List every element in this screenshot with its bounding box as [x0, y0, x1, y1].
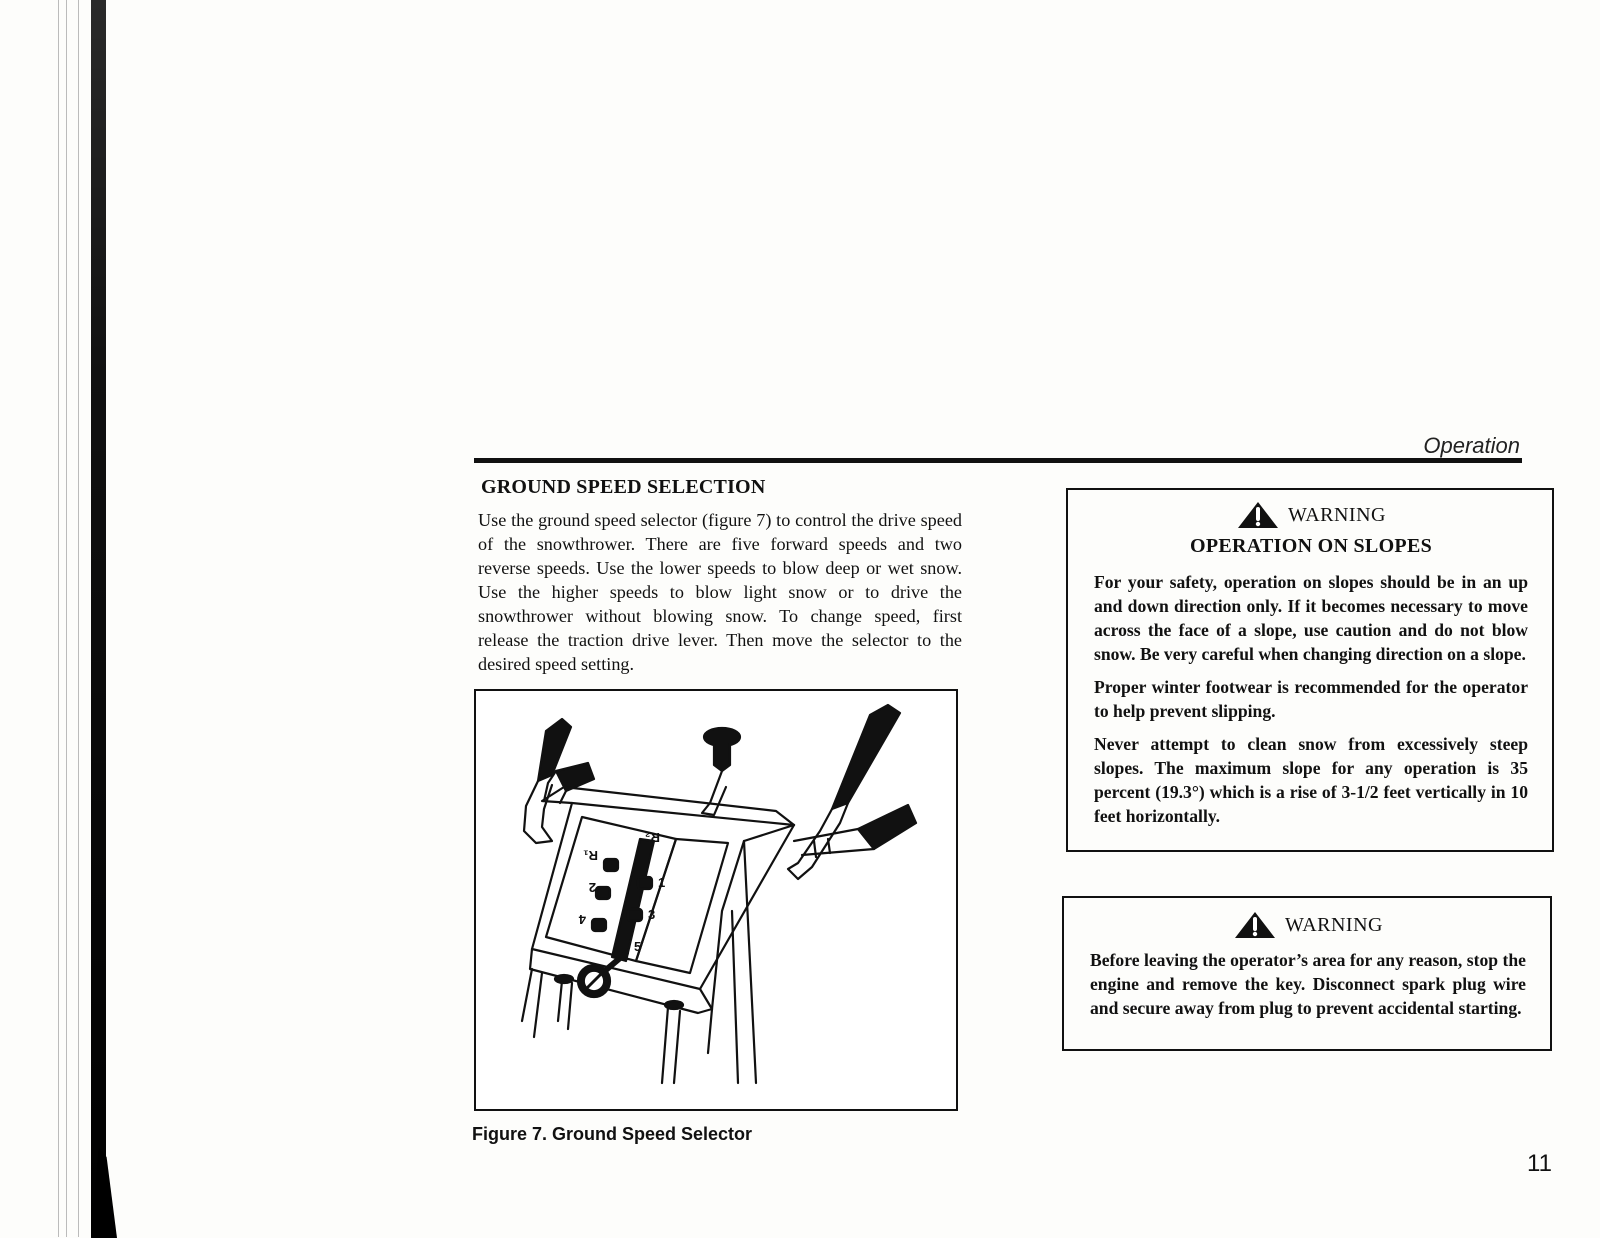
warning-subtitle: OPERATION ON SLOPES [1189, 535, 1433, 557]
warning-header [1094, 500, 1528, 530]
label-5: 5 [634, 939, 642, 954]
label-3: 3 [648, 907, 656, 922]
section-header: Operation [1423, 433, 1520, 458]
warning-box-slopes [1066, 488, 1554, 852]
warning-header [1090, 910, 1526, 940]
console-side [530, 825, 794, 1013]
label-r2: R₂ [644, 830, 660, 845]
label-2: 2 [588, 880, 596, 895]
warning-paragraph: For your safety, operation on slopes should be in an up and down direction only. If it becomes necessary to move across the face of a slope, use caution and do not blow snow. Be very careful when changing direction on a slope. [1094, 572, 1528, 664]
warning-paragraph: Proper winter footwear is recommended for the operator to help prevent slipping. [1094, 677, 1528, 721]
console-face [532, 803, 794, 989]
binding-line [66, 0, 67, 1237]
warning-title: WARNING [1288, 504, 1386, 526]
section-heading: GROUND SPEED SELECTION [481, 476, 766, 498]
left-leg [522, 969, 542, 1037]
speed-selector-drawing [476, 691, 956, 1109]
warning-paragraph: Never attempt to clean snow from excessively steep slopes. The maximum slope for any operation is 35 percent (19.3°) which is a rise of 3-1/2 feet vertically in 10 feet horizontally. [1094, 734, 1528, 826]
right-lever-grip [858, 805, 916, 849]
center-leg [662, 1007, 680, 1083]
figure-caption: Figure 7. Ground Speed Selector [472, 1124, 753, 1144]
shift-gate [612, 839, 654, 961]
warning-triangle-icon [1236, 500, 1280, 530]
left-handle-bar [524, 781, 552, 843]
warning-paragraph: Before leaving the operator’s area for any reason, stop the engine and remove the key. Disconnect spark plug wire and secure away from plug to prevent accidental starting. [1090, 950, 1526, 1018]
binding-bar [91, 0, 106, 1237]
label-r1: R₁ [583, 848, 598, 863]
label-4: 4 [578, 912, 586, 927]
warning-triangle-icon [1233, 910, 1277, 940]
figure-7-illustration [474, 689, 958, 1111]
console-top [542, 787, 794, 825]
binding-line [78, 0, 79, 1237]
label-1: 1 [658, 875, 666, 890]
body-paragraph: Use the ground speed selector (figure 7) to control the drive speed of the snowthrower. There are five forward speeds and two reverse speeds. Use the lower speeds to blow deep or wet snow. Use the higher speeds to blow light snow or to drive the snowthrower without blowing snow. To change speed, first release the traction drive lever. Then move the selector to the desired speed setting. [478, 510, 962, 674]
header-rule [474, 458, 1522, 463]
warning-box-leaving [1062, 896, 1552, 1051]
right-handle-grip [832, 705, 900, 809]
binding-line [58, 0, 59, 1237]
page-number: 11 [1527, 1150, 1552, 1177]
warning-title: WARNING [1285, 914, 1383, 936]
left-lever-grip [556, 763, 594, 791]
